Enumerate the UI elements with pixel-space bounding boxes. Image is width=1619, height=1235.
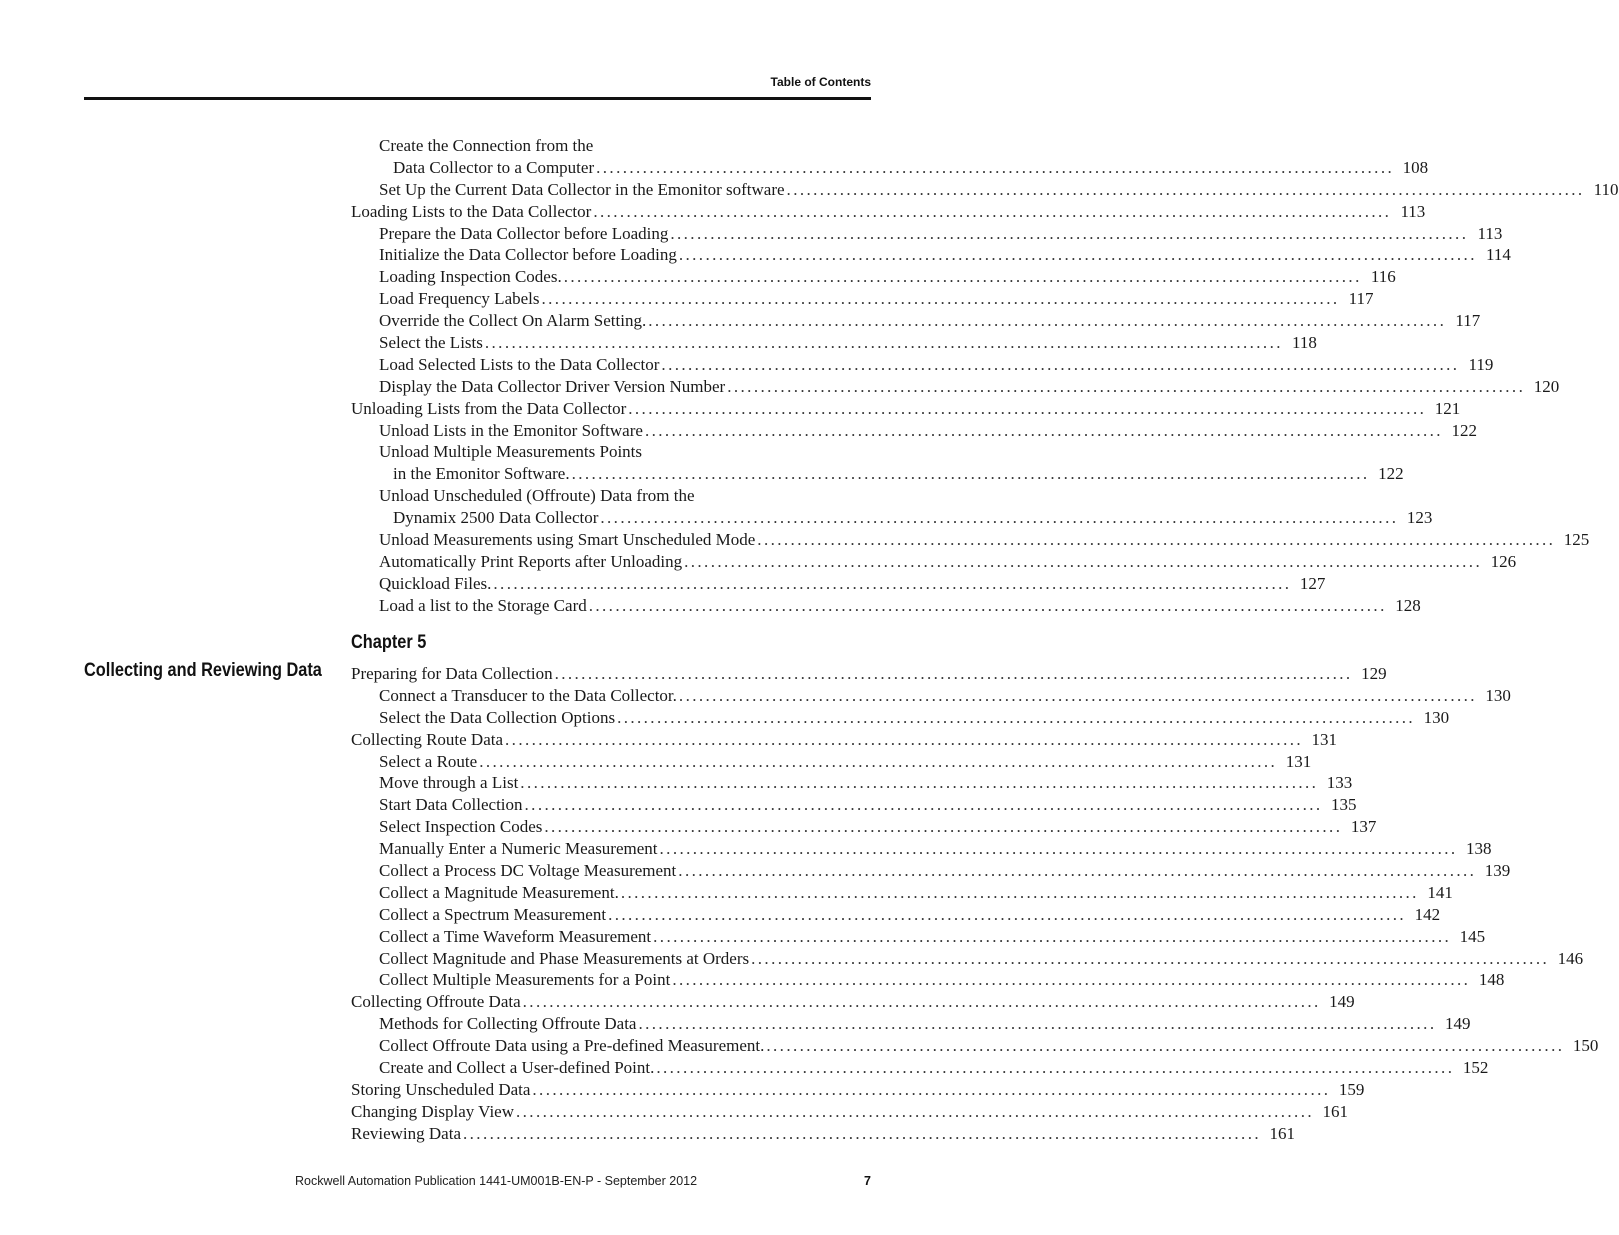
toc-entry[interactable] [351,860,1511,882]
toc-entry[interactable] [351,441,871,463]
chapter-title: Collecting and Reviewing Data [84,660,322,681]
toc-entry-title: Create the Connection from the [379,136,594,155]
toc-entry[interactable] [351,244,1511,266]
toc-entry-page: 108 [1402,157,1429,177]
toc-leader-dots: ........................................................................................................................ [678,245,1477,265]
toc-entry-title: Collect a Process DC Voltage Measurement [379,861,677,881]
toc-entry[interactable] [351,157,1429,179]
toc-entry-page: 139 [1484,861,1511,881]
toc-entry[interactable] [351,354,1494,376]
toc-entry-page: 161 [1322,1101,1348,1121]
toc-entry-title: Display the Data Collector Driver Version Number [379,376,726,396]
toc-entry-title: Collect Magnitude and Phase Measurements at Orders [379,948,750,968]
toc-entry-page: 122 [1378,464,1404,484]
toc-entry-page: 141 [1427,882,1453,902]
header-rule [84,97,871,100]
toc-entry-title: Loading Inspection Codes. [379,267,562,287]
toc-entry[interactable] [351,179,1619,201]
toc-leader-dots: ........................................................................................................................ [608,904,1407,924]
toc-entry-title: Unload Measurements using Smart Unscheduled Mode [379,530,756,550]
toc-leader-dots: ........................................................................................................................ [516,1101,1314,1121]
toc-entry-page: 142 [1414,904,1441,924]
toc-entry-page: 138 [1466,839,1492,859]
toc-leader-dots: ........................................................................................................................ [659,839,1458,859]
toc-entry-title: Methods for Collecting Offroute Data [379,1014,637,1034]
toc-entry-title: Reviewing Data [351,1123,461,1143]
toc-entry-title: Create and Collect a User-defined Point. [379,1058,655,1078]
toc-leader-dots: ........................................................................................................................ [727,376,1526,396]
toc-entry[interactable] [351,266,1396,288]
toc-entry[interactable] [351,1057,1489,1079]
toc-entry-title: Select the Data Collection Options [379,707,616,727]
toc-entry[interactable] [351,135,871,157]
toc-entry-title: Automatically Print Reports after Unloading [379,551,683,571]
toc-leader-dots: ........................................................................................................................ [479,751,1278,771]
toc-entry[interactable] [351,420,1477,442]
toc-entry-page: 146 [1557,948,1584,968]
toc-entry-title: Load Selected Lists to the Data Collector [379,354,660,374]
toc-entry-page: 117 [1348,289,1374,309]
toc-leader-dots: ........................................................................................................................ [588,595,1387,615]
toc-leader-dots: ........................................................................................................................ [766,1036,1565,1056]
toc-leader-dots: ........................................................................................................................ [653,926,1452,946]
toc-entry-title: Prepare the Data Collector before Loading [379,223,669,243]
toc-entry-title: Changing Display View [351,1101,514,1121]
toc-leader-dots: ........................................................................................................................ [493,573,1292,593]
toc-entry-page: 116 [1370,267,1396,287]
toc-entry[interactable] [351,1101,1348,1123]
toc-chapter-list [351,663,1599,1145]
toc-entry-page: 122 [1451,420,1477,440]
toc-leader-dots: ........................................................................................................................ [628,398,1427,418]
toc-leader-dots: ........................................................................................................................ [463,1123,1261,1143]
toc-entry-title: Start Data Collection [379,795,523,815]
toc-entry-title: Select the Lists [379,333,483,353]
toc-leader-dots: ........................................................................................................................ [670,223,1469,243]
toc-leader-dots: ........................................................................................................................ [554,664,1353,683]
toc-entry-title: Load a list to the Storage Card [379,595,587,615]
toc-leader-dots: ........................................................................................................................ [672,970,1471,990]
toc-entry-title: Collect a Spectrum Measurement [379,904,607,924]
toc-entry-title: Manually Enter a Numeric Measurement [379,839,658,859]
toc-entry-page: 149 [1444,1014,1471,1034]
toc-leader-dots: ........................................................................................................................ [563,267,1362,287]
toc-entry[interactable] [351,485,871,507]
toc-entry-page: 121 [1434,398,1461,418]
toc-leader-dots: ........................................................................................................................ [593,201,1392,221]
toc-entry[interactable] [351,794,1357,816]
toc-entry-title: Override the Collect On Alarm Setting. [379,311,647,331]
toc-entry[interactable] [351,463,1404,485]
toc-entry-page: 159 [1338,1079,1365,1099]
toc-entry-title: Collect Offroute Data using a Pre-defined Measurement. [379,1036,765,1056]
toc-leader-dots: ........................................................................................................................ [532,1079,1331,1099]
toc-entry[interactable] [351,376,1560,398]
toc-entry-page: 152 [1462,1058,1489,1078]
toc-entry-page: 133 [1326,773,1353,793]
toc-entry[interactable] [351,685,1511,707]
toc-entry-page: 131 [1285,751,1312,771]
toc-entry[interactable] [351,751,1312,773]
toc-entry-title: Storing Unscheduled Data [351,1079,531,1099]
toc-entry[interactable] [351,288,1374,310]
toc-leader-dots: ........................................................................................................................ [620,882,1419,902]
toc-entry[interactable] [351,707,1450,729]
toc-entry-page: 117 [1455,311,1481,331]
toc-entry-page: 129 [1361,664,1387,683]
toc-entry-page: 161 [1269,1123,1295,1143]
toc-leader-dots: ........................................................................................................................ [596,157,1395,177]
toc-entry-title: Set Up the Current Data Collector in the Emonitor software [379,179,785,199]
toc-leader-dots: ........................................................................................................................ [522,992,1321,1012]
toc-entry-page: 119 [1468,354,1494,374]
toc-entry[interactable] [351,991,1355,1013]
toc-entry[interactable] [351,663,1387,685]
toc-entry-page: 113 [1477,223,1503,243]
toc-leader-dots: ........................................................................................................................ [544,817,1343,837]
toc-entry-page: 128 [1395,595,1421,615]
toc-entry-title: Select a Route [379,751,478,771]
toc-entry-title: Unloading Lists from the Data Collector [351,398,627,418]
toc-entry-title: Collect Multiple Measurements for a Point [379,970,671,990]
toc-entry[interactable] [351,772,1353,794]
toc-entry-title: Unload Lists in the Emonitor Software [379,420,643,440]
toc-entry[interactable] [351,201,1426,223]
toc-entry[interactable] [351,1123,1295,1145]
toc-entry-page: 113 [1400,201,1426,221]
toc-entry-page: 123 [1406,508,1433,528]
toc-entry-title: Data Collector to a Computer [393,157,595,177]
toc-entry[interactable] [351,882,1453,904]
toc-entry-title: Unload Multiple Measurements Points [379,442,643,462]
toc-entry[interactable] [351,529,1590,551]
toc-entry-page: 137 [1350,817,1377,837]
toc-leader-dots: ........................................................................................................................ [648,311,1447,331]
toc-continued-list [351,135,1619,617]
toc-entry[interactable] [351,816,1377,838]
toc-entry[interactable] [351,926,1486,948]
toc-entry-page: 114 [1485,245,1511,265]
toc-leader-dots: ........................................................................................................................ [757,530,1556,550]
toc-entry-title: Connect a Transducer to the Data Collector. [379,685,677,705]
toc-leader-dots: ........................................................................................................................ [520,773,1319,793]
toc-leader-dots: ........................................................................................................................ [684,551,1483,571]
footer-publication: Rockwell Automation Publication 1441-UM001B-EN-P - September 2012 [295,1174,698,1188]
toc-entry-title: Dynamix 2500 Data Collector [393,508,599,528]
toc-leader-dots: ........................................................................................................................ [524,795,1323,815]
toc-entry-title: Preparing for Data Collection [351,664,553,683]
toc-entry[interactable] [351,551,1517,573]
toc-leader-dots: ........................................................................................................................ [786,179,1585,199]
toc-entry-page: 135 [1331,795,1357,815]
toc-entry-page: 125 [1563,530,1590,550]
footer-page-number: 7 [864,1174,871,1188]
toc-entry-title: in the Emonitor Software. [393,464,570,484]
toc-entry-page: 120 [1533,376,1560,396]
toc-entry[interactable] [351,573,1326,595]
chapter-label: Chapter 5 [351,632,427,653]
toc-leader-dots: ........................................................................................................................ [541,289,1340,309]
toc-entry[interactable] [351,398,1461,420]
toc-entry-page: 145 [1459,926,1486,946]
toc-entry-title: Collecting Route Data [351,729,504,749]
toc-entry[interactable] [351,595,1421,617]
toc-entry[interactable] [351,1035,1599,1057]
toc-entry-page: 110 [1593,179,1619,199]
toc-entry-title: Unload Unscheduled (Offroute) Data from the [379,486,695,506]
toc-entry-title: Move through a List [379,773,519,793]
toc-leader-dots: ........................................................................................................................ [656,1058,1455,1078]
toc-leader-dots: ........................................................................................................................ [638,1014,1437,1034]
toc-entry-page: 118 [1292,333,1317,353]
toc-entry[interactable] [351,310,1481,332]
toc-entry-page: 130 [1485,685,1511,705]
toc-entry[interactable] [351,332,1317,354]
toc-entry-page: 150 [1572,1036,1599,1056]
running-header: Table of Contents [770,75,871,89]
toc-entry-page: 149 [1329,992,1355,1012]
toc-leader-dots: ........................................................................................................................ [678,685,1477,705]
toc-leader-dots: ........................................................................................................................ [600,508,1399,528]
toc-leader-dots: ........................................................................................................................ [484,333,1283,353]
toc-entry-page: 131 [1311,729,1338,749]
toc-leader-dots: ........................................................................................................................ [505,729,1304,749]
toc-entry-title: Loading Lists to the Data Collector [351,201,592,221]
toc-leader-dots: ........................................................................................................................ [661,354,1460,374]
toc-entry[interactable] [351,507,1433,529]
toc-entry[interactable] [351,948,1584,970]
toc-entry-page: 148 [1478,970,1505,990]
toc-entry-page: 127 [1299,573,1326,593]
toc-entry[interactable] [351,1079,1365,1101]
toc-entry[interactable] [351,969,1505,991]
toc-leader-dots: ........................................................................................................................ [751,948,1550,968]
toc-entry[interactable] [351,904,1441,926]
toc-entry-title: Collect a Magnitude Measurement. [379,882,619,902]
toc-entry[interactable] [351,223,1503,245]
toc-leader-dots: ........................................................................................................................ [571,464,1370,484]
toc-entry-page: 126 [1490,551,1517,571]
toc-entry[interactable] [351,1013,1471,1035]
toc-entry-title: Collect a Time Waveform Measurement [379,926,652,946]
toc-leader-dots: ........................................................................................................................ [644,420,1443,440]
toc-entry-page: 130 [1423,707,1450,727]
toc-entry-title: Select Inspection Codes [379,817,543,837]
toc-entry[interactable] [351,729,1338,751]
toc-entry-title: Quickload Files. [379,573,492,593]
toc-entry-title: Initialize the Data Collector before Loading [379,245,677,265]
toc-leader-dots: ........................................................................................................................ [678,861,1477,881]
toc-entry-title: Collecting Offroute Data [351,992,521,1012]
toc-entry[interactable] [351,838,1492,860]
toc-entry-title: Load Frequency Labels [379,289,540,309]
toc-leader-dots: ........................................................................................................................ [617,707,1416,727]
